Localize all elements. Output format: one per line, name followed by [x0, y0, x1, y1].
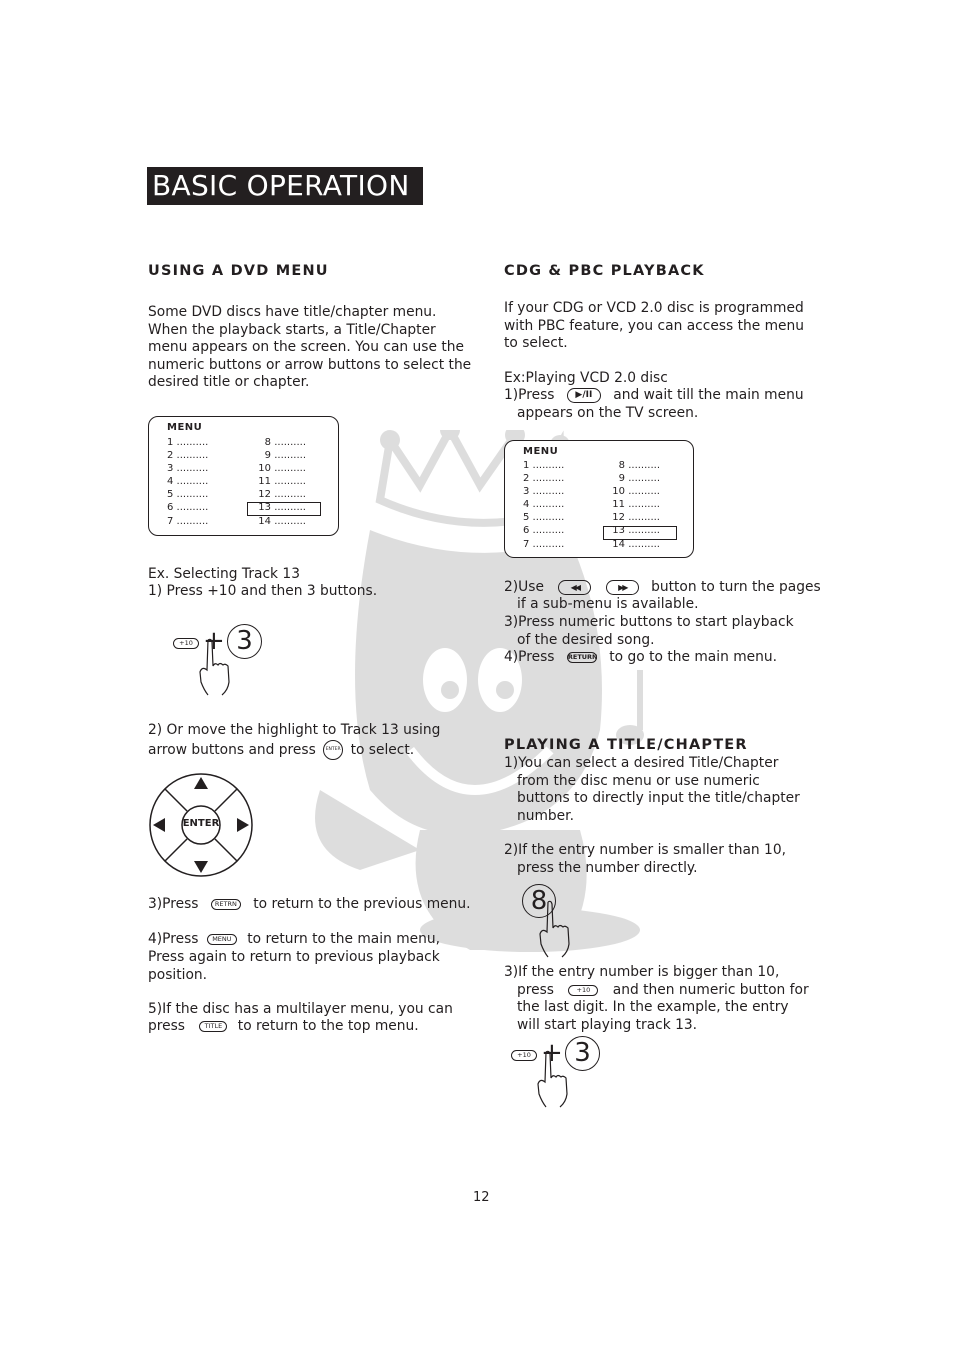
menu-item: 12 .......... — [258, 489, 306, 501]
menu-item: 7 .......... — [167, 515, 209, 527]
digit-3-button: 3 — [565, 1036, 600, 1071]
plus10-then-3-illustration — [508, 1034, 608, 1114]
enter-button-label: ENTER — [182, 818, 220, 829]
step3-text: 3)Press — [148, 896, 199, 912]
title-chapter-p3-line-a: 3)If the entry number is bigger than 10, — [504, 964, 780, 980]
menu-highlight — [247, 502, 321, 516]
cdg-step4-text: 4)Press — [504, 649, 555, 665]
menu-item: 11 .......... — [258, 476, 306, 488]
step4-text-end: to return to the main menu, — [247, 931, 440, 947]
plus10-button-icon: +10 — [568, 985, 598, 996]
menu-column-1 — [167, 436, 208, 528]
cdg-step2-text-end: button to turn the pages — [651, 579, 821, 595]
menu-item: 10 .......... — [612, 486, 660, 498]
step2-line-a: 2) Or move the highlight to Track 13 using — [148, 722, 441, 738]
menu-item: 6 .......... — [523, 525, 565, 537]
dvd-menu-illustration — [148, 416, 339, 536]
cdg-example: Ex:Playing VCD 2.0 disc — [504, 370, 668, 386]
plus10-then-3-illustration — [170, 620, 270, 700]
pointing-hand-icon — [538, 900, 574, 958]
menu-item: 13 .......... — [258, 502, 306, 514]
p3-text-end: and then numeric button for — [612, 982, 809, 998]
cdg-step1-text-end: and wait till the main menu — [613, 387, 804, 403]
title-chapter-p1: 1)You can select a desired Title/Chapter from the disc menu or use numeric buttons to directly input the title/chapter number. — [504, 755, 800, 824]
title-chapter-p3-line-b — [517, 982, 809, 1000]
menu-item: 8 .......... — [618, 460, 660, 471]
step4-text: 4)Press — [148, 931, 199, 947]
cdg-step1-text: 1)Press — [504, 387, 555, 403]
step5-text-end: to return to the top menu. — [237, 1018, 419, 1034]
p3-text: press — [517, 982, 554, 998]
return-button-icon: RETRN — [211, 899, 241, 910]
step2-line-b — [148, 740, 414, 760]
title-chapter-p2: 2)If the entry number is smaller than 10, press the number directly. — [504, 842, 786, 876]
step3-line — [148, 896, 471, 914]
title-button-icon: TITLE — [199, 1021, 227, 1032]
title-chapter-p3-continuation: the last digit. In the example, the entry will start playing track 13. — [517, 999, 789, 1033]
section-heading-dvd-menu: USING A DVD MENU — [148, 263, 329, 279]
digit-3-button: 3 — [227, 624, 262, 659]
pointing-hand-icon — [198, 638, 234, 696]
menu-item: 12 .......... — [612, 512, 660, 524]
cdg-step3: 3)Press numeric buttons to start playback of the desired song. — [504, 614, 794, 648]
vcd-menu-illustration — [504, 440, 694, 558]
menu-title: MENU — [523, 446, 559, 457]
menu-item: 9 .......... — [264, 450, 306, 462]
section-heading-cdg-pbc: CDG & PBC PLAYBACK — [504, 263, 705, 279]
plus-sign: + — [541, 1038, 563, 1068]
next-button-icon: ▶▶ — [606, 580, 639, 595]
plus-sign: + — [203, 626, 225, 656]
menu-item: 4 .......... — [523, 499, 565, 511]
section-heading-title-chapter: PLAYING A TITLE/CHAPTER — [504, 737, 748, 753]
digit-8-button: 8 — [522, 884, 556, 918]
menu-column-1 — [523, 459, 564, 551]
step4-continuation: Press again to return to previous playback position. — [148, 949, 440, 983]
enter-button-small-icon: ENTER — [323, 740, 343, 760]
menu-item: 10 .......... — [258, 463, 306, 475]
menu-item: 4 .......... — [167, 476, 209, 488]
menu-item: 3 .......... — [523, 486, 565, 498]
example-line-2: 1) Press +10 and then 3 buttons. — [148, 583, 378, 599]
menu-item: 7 .......... — [523, 538, 565, 550]
step5-line-a: 5)If the disc has a multilayer menu, you can — [148, 1001, 453, 1017]
menu-item: 14 .......... — [612, 538, 660, 550]
menu-item: 9 .......... — [618, 473, 660, 485]
menu-title: MENU — [167, 422, 203, 433]
cdg-step4-line — [504, 649, 777, 667]
previous-button-icon: ◀◀ — [558, 580, 591, 595]
cdg-intro: If your CDG or VCD 2.0 disc is programmed with PBC feature, you can access the menu to select. — [504, 300, 805, 351]
menu-item: 1 .......... — [523, 460, 565, 471]
play-pause-button-icon: ▶/II — [567, 388, 601, 403]
menu-item: 1 .......... — [167, 437, 209, 448]
cdg-step2-text: 2)Use — [504, 579, 544, 595]
digit-8-illustration — [520, 882, 580, 957]
page-number: 12 — [473, 1190, 490, 1205]
pointing-hand-icon — [536, 1050, 572, 1108]
cdg-step1-line — [504, 387, 804, 405]
page-title: BASIC OPERATION — [147, 167, 423, 205]
step2-text-end: to select. — [350, 742, 415, 758]
menu-item: 13 .......... — [612, 525, 660, 537]
step5-text: press — [148, 1018, 185, 1034]
step3-text-end: to return to the previous menu. — [253, 896, 471, 912]
step2-text: arrow buttons and press — [148, 742, 316, 758]
step4-line — [148, 931, 440, 949]
plus10-button-icon: +10 — [173, 638, 199, 649]
menu-item: 2 .......... — [523, 473, 565, 485]
menu-item: 6 .......... — [167, 502, 209, 514]
menu-item: 5 .......... — [167, 489, 209, 501]
menu-item: 5 .......... — [523, 512, 565, 524]
menu-item: 11 .......... — [612, 499, 660, 511]
dvd-menu-intro: Some DVD discs have title/chapter menu. When the playback starts, a Title/Chapter menu appears on the screen. You can use the numeric buttons or arrow buttons to select the desired title or chapter. — [148, 304, 472, 390]
cdg-step4-text-end: to go to the main menu. — [609, 649, 778, 665]
menu-item: 14 .......... — [258, 515, 306, 527]
menu-item: 2 .......... — [167, 450, 209, 462]
menu-item: 8 .......... — [264, 437, 306, 448]
return-button-icon: RETURN — [567, 652, 598, 661]
plus10-button-icon: +10 — [511, 1050, 537, 1061]
menu-item: 3 .......... — [167, 463, 209, 475]
menu-button-icon: MENU — [207, 934, 237, 945]
cdg-step2-line — [504, 579, 821, 597]
step5-line-b — [148, 1018, 419, 1036]
cdg-step2-continuation: if a sub-menu is available. — [517, 596, 699, 612]
menu-highlight — [603, 526, 677, 540]
example-line-1: Ex. Selecting Track 13 — [148, 566, 300, 582]
cdg-step1-continuation: appears on the TV screen. — [517, 405, 699, 421]
